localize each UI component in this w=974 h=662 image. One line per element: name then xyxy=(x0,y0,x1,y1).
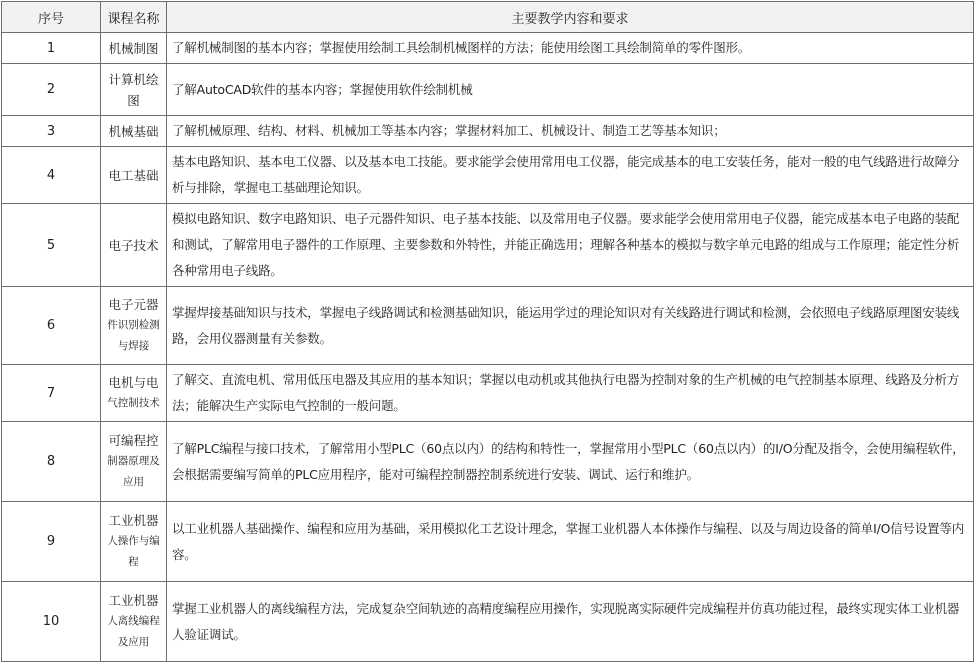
table-row xyxy=(2,502,974,582)
row-description: 模拟电路知识、数字电路知识、电子元器件知识、电子基本技能、以及常用电子仪器。要求能学会使用常用电子仪器，能完成基本电子电路的装配和测试，了解常用电子器件的工作原理、主要参数和外特性，并能正确选用；理解各种基本的模拟与数字单元电路的组成与工作原理；能定性分析各种常用电子线路。 xyxy=(167,204,974,287)
course-name-line: 人操作与编 xyxy=(107,535,160,547)
course-name-line: 人离线编程 xyxy=(107,615,160,627)
header-row xyxy=(2,2,974,33)
course-name-line: 气控制技术 xyxy=(107,397,160,409)
header-index: 序号 xyxy=(2,2,101,33)
table-row xyxy=(2,147,974,204)
table-row xyxy=(2,204,974,287)
header-desc: 主要教学内容和要求 xyxy=(167,2,974,33)
course-name-line: 机械制图 xyxy=(108,40,159,56)
row-index: 9 xyxy=(2,502,101,582)
course-name-line: 电子技术 xyxy=(108,237,159,253)
table-row xyxy=(2,64,974,116)
row-index: 10 xyxy=(2,582,101,662)
course-name-line: 制器原理及 xyxy=(107,455,160,467)
row-index: 2 xyxy=(2,64,101,116)
row-index: 6 xyxy=(2,287,101,365)
row-description: 以工业机器人基础操作、编程和应用为基础，采用模拟化工艺设计理念，掌握工业机器人本体操作与编程、以及与周边设备的简单I/O信号设置等内容。 xyxy=(167,502,974,582)
row-description: 了解PLC编程与接口技术，了解常用小型PLC（60点以内）的结构和特性一，掌握常用小型PLC（60点以内）的I/O分配及指令，会使用编程软件，会根据需要编写简单的PLC应用程序，能对可编程控制器控制系统进行安装、调试、运行和维护。 xyxy=(167,422,974,502)
course-name-line: 程 xyxy=(128,556,139,568)
row-course-name xyxy=(101,422,167,502)
table-row xyxy=(2,582,974,662)
course-name-line: 与焊接 xyxy=(117,340,150,352)
course-name-line: 可编程控 xyxy=(108,433,159,448)
row-course-name xyxy=(101,365,167,422)
header-name: 课程名称 xyxy=(101,2,167,33)
row-index: 5 xyxy=(2,204,101,287)
row-description: 了解AutoCAD软件的基本内容；掌握使用软件绘制机械 xyxy=(167,64,974,116)
course-name-line: 电子元器 xyxy=(108,297,159,312)
row-course-name xyxy=(101,33,167,64)
row-course-name xyxy=(101,116,167,147)
row-index: 7 xyxy=(2,365,101,422)
row-description: 基本电路知识、基本电工仪器、以及基本电工技能。要求能学会使用常用电工仪器，能完成基本的电工安装任务，能对一般的电气线路进行故障分析与排除，掌握电工基础理论知识。 xyxy=(167,147,974,204)
course-name-line: 件识别检测 xyxy=(107,319,160,331)
row-description: 了解机械原理、结构、材料、机械加工等基本内容；掌握材料加工、机械设计、制造工艺等基本知识； xyxy=(167,116,974,147)
row-course-name xyxy=(101,147,167,204)
table-row xyxy=(2,33,974,64)
course-name-line: 工业机器 xyxy=(108,593,159,608)
table-row xyxy=(2,422,974,502)
course-name-line: 应用 xyxy=(123,476,144,488)
row-index: 1 xyxy=(2,33,101,64)
table-row xyxy=(2,287,974,365)
row-course-name xyxy=(101,204,167,287)
row-course-name xyxy=(101,64,167,116)
row-course-name xyxy=(101,287,167,365)
row-description: 掌握工业机器人的离线编程方法，完成复杂空间轨迹的高精度编程应用操作，实现脱离实际硬件完成编程并仿真功能过程，最终实现实体工业机器人验证调试。 xyxy=(167,582,974,662)
course-name-line: 电工基础 xyxy=(108,167,159,183)
row-course-name xyxy=(101,582,167,662)
row-index: 3 xyxy=(2,116,101,147)
course-name-line: 工业机器 xyxy=(108,513,159,528)
row-description: 了解机械制图的基本内容；掌握使用绘制工具绘制机械图样的方法；能使用绘图工具绘制简单的零件图形。 xyxy=(167,33,974,64)
course-name-line: 机械基础 xyxy=(108,123,159,139)
course-name-line: 计算机绘 xyxy=(108,71,159,87)
row-index: 8 xyxy=(2,422,101,502)
course-name-line: 及应用 xyxy=(117,636,150,648)
row-description: 掌握焊接基础知识与技术，掌握电子线路调试和检测基础知识，能运用学过的理论知识对有关线路进行调试和检测，会依照电子线路原理图安装线路，会用仪器测量有关参数。 xyxy=(167,287,974,365)
course-name-line: 电机与电 xyxy=(108,375,159,390)
course-name-line: 图 xyxy=(127,92,140,108)
table-row xyxy=(2,116,974,147)
row-course-name xyxy=(101,502,167,582)
row-description: 了解交、直流电机、常用低压电器及其应用的基本知识；掌握以电动机或其他执行电器为控制对象的生产机械的电气控制基本原理、线路及分析方法；能解决生产实际电气控制的一般问题。 xyxy=(167,365,974,422)
row-index: 4 xyxy=(2,147,101,204)
course-table xyxy=(1,1,974,662)
table-row xyxy=(2,365,974,422)
